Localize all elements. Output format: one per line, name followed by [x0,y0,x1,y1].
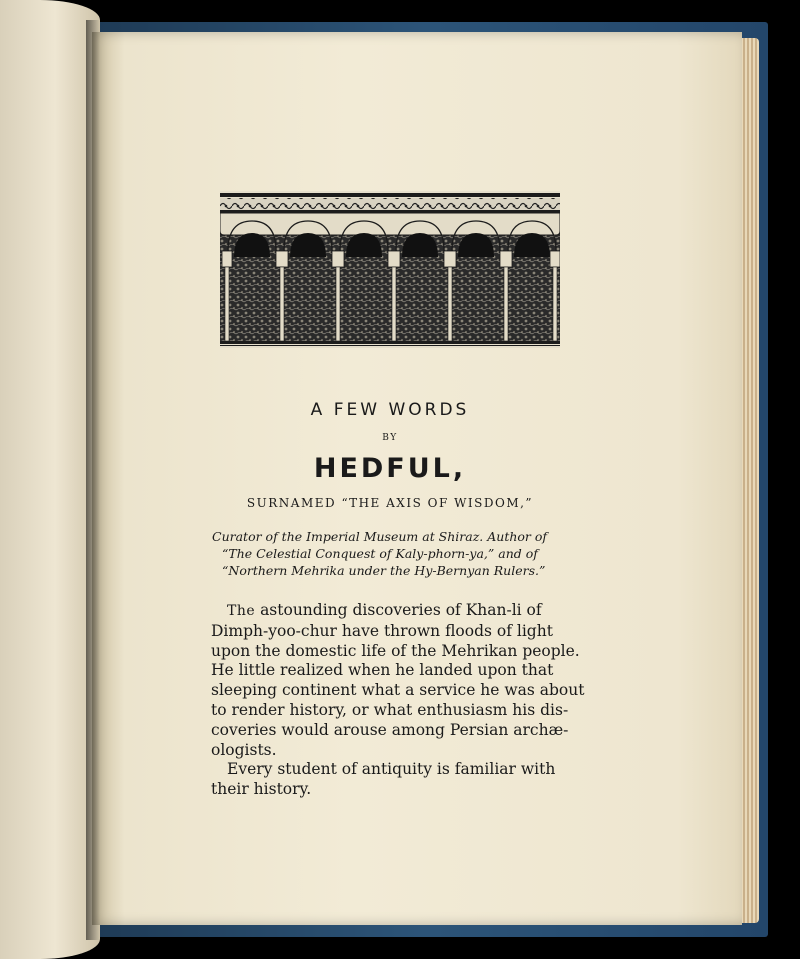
drop-lead: The [227,603,256,619]
credit-line: “The Celestial Conquest of Kaly-phorn-ya,” and of [222,546,538,561]
by-label: BY [382,433,398,443]
body-line: Every student of antiquity is familiar with [227,760,556,779]
body-line: to render history, or what enthusiasm his dis- [211,700,569,719]
author-surname: SURNAMED “THE AXIS OF WISDOM,” [246,496,534,510]
author-name: HEDFUL, [313,453,467,484]
body-line: coveries would arouse among Persian archæ- [211,720,569,739]
body-line: upon the domestic life of the Mehrikan people. [211,641,580,660]
body-line: their history. [211,780,312,799]
credit-line: Curator of the Imperial Museum at Shiraz. Author of [212,529,548,544]
paragraph-2 [211,760,571,800]
left-page [0,0,100,959]
body-line: He little realized when he landed upon that [211,661,554,680]
page-gutter [86,20,100,940]
arcade-illustration [220,191,560,348]
author-credit [212,528,572,579]
paragraph-1 [211,601,585,760]
body-line: ologists. [211,740,277,759]
body-line: Dimph-yoo-chur have thrown floods of light [211,621,553,640]
body-line: astounding discoveries of Khan-li of [255,601,542,619]
section-heading: A FEW WORDS [310,400,470,420]
body-line: sleeping continent what a service he was about [211,681,585,700]
credit-line: “Northern Mehrika under the Hy-Bernyan Rulers.” [222,563,546,578]
body-text [211,601,585,800]
